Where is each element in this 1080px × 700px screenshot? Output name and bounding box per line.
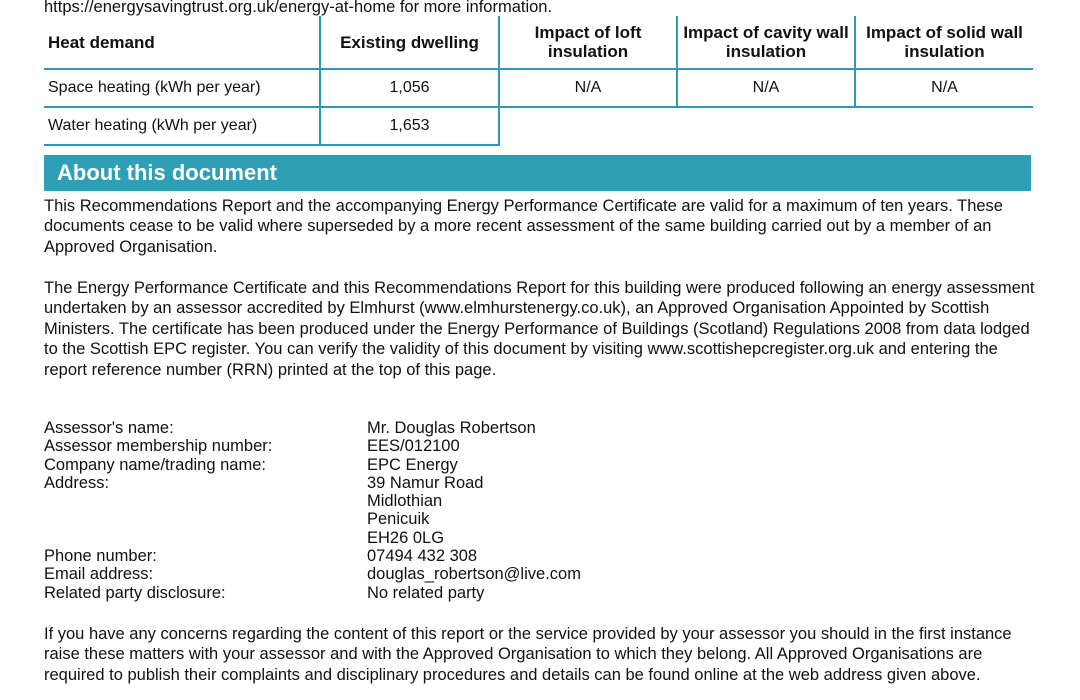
- heat-demand-table: [44, 16, 1033, 146]
- membership-value: EES/012100: [367, 437, 460, 456]
- row-label-water-heating: Water heating (kWh per year): [44, 107, 320, 145]
- empty-cell: [677, 107, 855, 145]
- address-line: Midlothian: [367, 492, 443, 511]
- address-label: Address:: [44, 473, 110, 492]
- phone-row: [44, 547, 581, 565]
- col-header-loft-insulation: Impact of loft insulation: [499, 16, 677, 69]
- row-label-space-heating: Space heating (kWh per year): [44, 69, 320, 107]
- validity-paragraph: This Recommendations Report and the accompanying Energy Performance Certificate are valid for a maximum of ten years. These documents cease to be valid where superseded by a more recent assessment of the same building carried out by a member of an Approved Organisation.: [44, 197, 1003, 256]
- empty-cell: [499, 107, 677, 145]
- phone-label: Phone number:: [44, 547, 157, 566]
- related-party-value: No related party: [367, 583, 485, 602]
- assessor-details: [44, 419, 581, 602]
- cell-water-heating-existing: 1,653: [320, 107, 499, 145]
- certificate-paragraph: The Energy Performance Certificate and this Recommendations Report for this building were produced following an energy assessment undertaken by an assessor accredited by Elmhurst (www.elmhurstenergy.co.uk), an Approved Organisation Appointed by Scottish Ministers. The certificate has been produced under the Energy Performance of Buildings (Scotland) Regulations 2008 from data lodged to the Scottish EPC register. You can verify the validity of this document by visiting www.scottishepcregister.org.uk and entering the report reference number (RRN) printed at the top of this page.: [44, 279, 1035, 379]
- cell-space-heating-cavity: N/A: [677, 69, 855, 107]
- cell-space-heating-solid: N/A: [855, 69, 1033, 107]
- table-row: [44, 107, 1033, 145]
- assessor-name-row: [44, 419, 581, 437]
- phone-value: 07494 432 308: [367, 547, 478, 566]
- concerns-paragraph: If you have any concerns regarding the content of this report or the service provided by your assessor you should in the first instance raise these matters with your assessor and with the Approved Organisation to which they belong. All Approved Organisations are required to publish their complaints and disciplinary procedures and details can be found online at the web address given above.: [44, 625, 1012, 684]
- membership-label: Assessor membership number:: [44, 437, 273, 456]
- related-party-row: [44, 584, 581, 602]
- email-label: Email address:: [44, 565, 154, 584]
- address-line: 39 Namur Road: [367, 473, 484, 492]
- company-row: [44, 456, 581, 474]
- address-line: EH26 0LG: [367, 528, 445, 547]
- assessor-name-label: Assessor's name:: [44, 419, 174, 437]
- col-header-cavity-wall-insulation: Impact of cavity wall insulation: [677, 16, 855, 69]
- membership-row: [44, 437, 581, 455]
- empty-cell: [855, 107, 1033, 145]
- col-header-solid-wall-insulation: Impact of solid wall insulation: [866, 23, 1023, 61]
- address-row: [44, 474, 581, 547]
- address-line: Penicuik: [367, 510, 430, 529]
- col-header-existing-dwelling: Existing dwelling: [320, 16, 499, 69]
- email-value: douglas_robertson@live.com: [367, 565, 581, 584]
- col-header-heat-demand: Heat demand: [44, 16, 320, 69]
- company-label: Company name/trading name:: [44, 455, 266, 474]
- table-header-row: [44, 16, 1033, 69]
- info-link-text: https://energysavingtrust.org.uk/energy-at-home for more information.: [44, 0, 553, 16]
- table-row: [44, 69, 1033, 107]
- cell-space-heating-loft: N/A: [499, 69, 677, 107]
- company-value: EPC Energy: [367, 455, 458, 474]
- cell-space-heating-existing: 1,056: [320, 69, 499, 107]
- email-row: [44, 565, 581, 583]
- section-heading-about: About this document: [44, 155, 1031, 191]
- assessor-name-value: Mr. Douglas Robertson: [367, 419, 536, 437]
- address-value: [367, 474, 483, 547]
- related-party-label: Related party disclosure:: [44, 583, 226, 602]
